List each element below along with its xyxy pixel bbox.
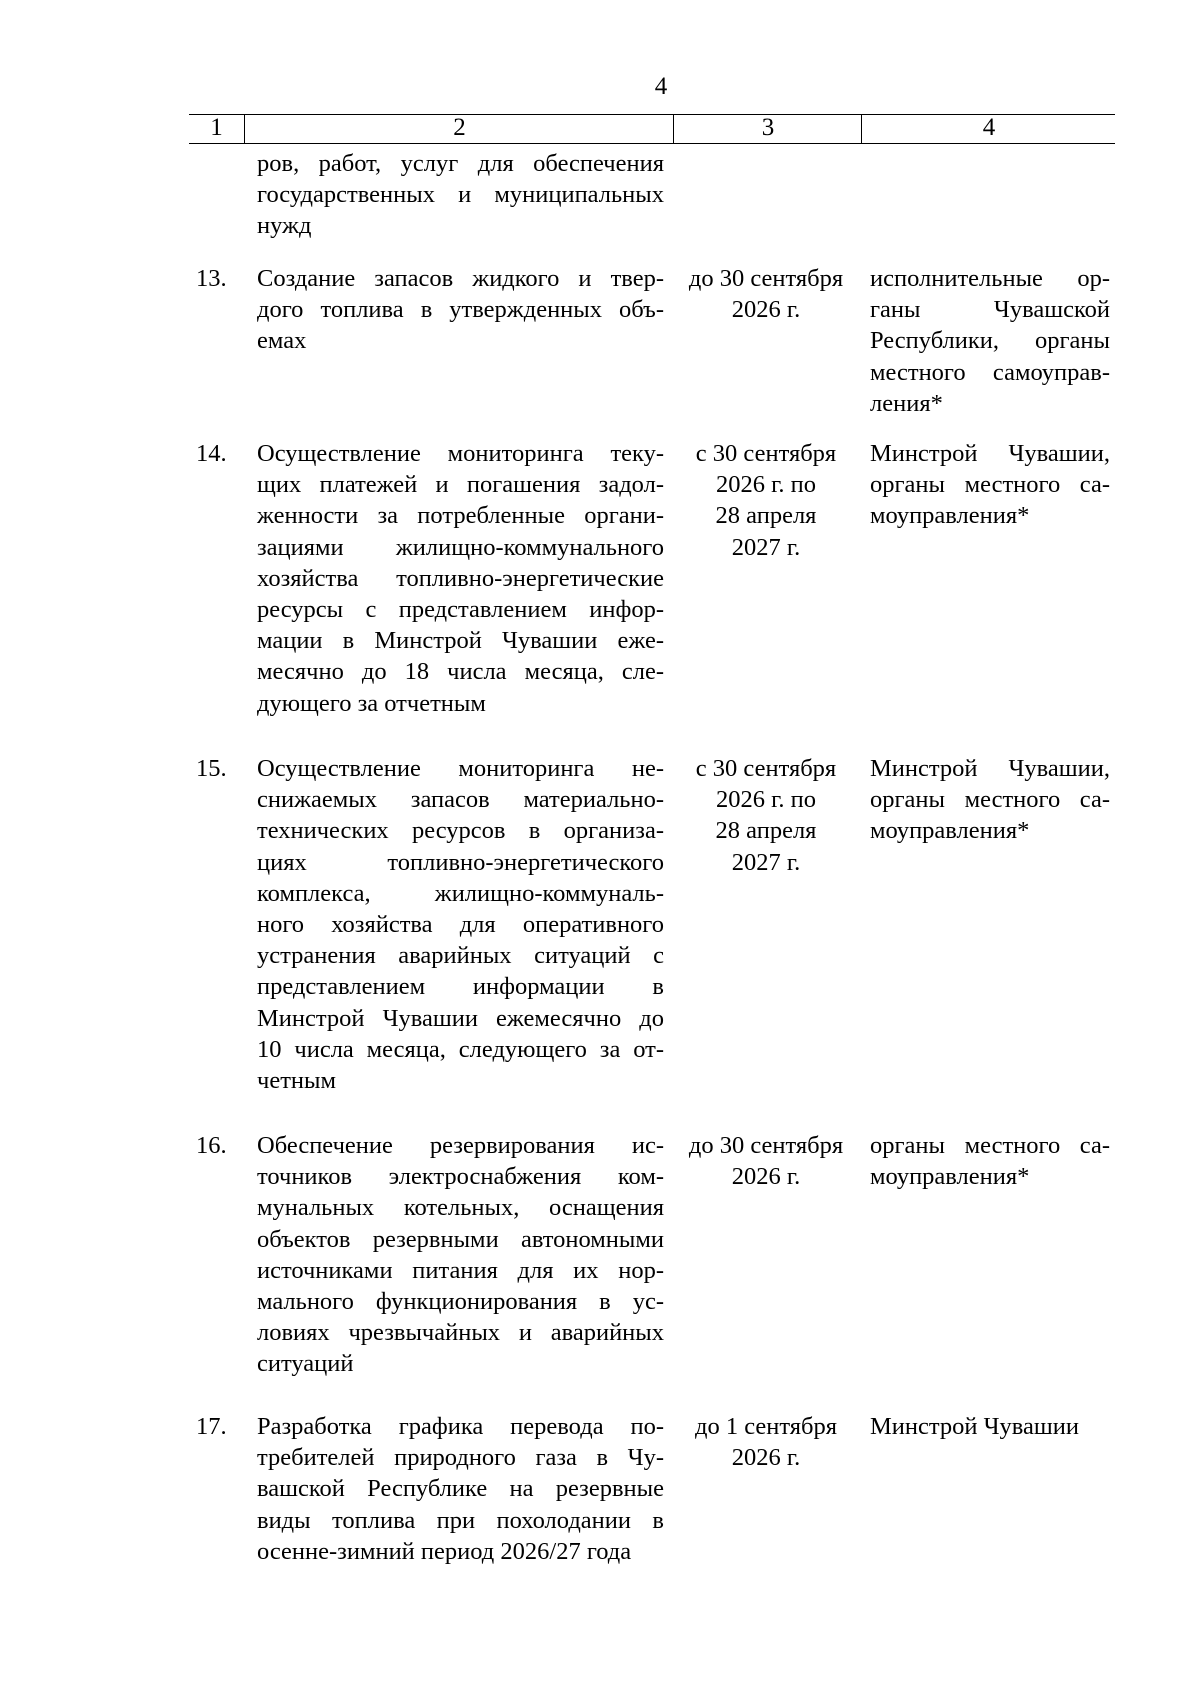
text-line: ров, работ, услуг для обеспечения bbox=[257, 150, 664, 177]
row-responsible bbox=[870, 263, 1110, 419]
text-line: Осуществление мониторинга не- bbox=[257, 755, 664, 782]
text-line: 28 апреля bbox=[715, 502, 817, 530]
row-responsible bbox=[870, 1130, 1110, 1192]
text-line: мунальных котельных, оснащения bbox=[257, 1194, 664, 1222]
row-deadline bbox=[680, 1130, 852, 1192]
text-line: ганы Чувашской bbox=[870, 296, 1110, 324]
text-line: органы местного са- bbox=[870, 1132, 1110, 1159]
text-line: зациями жилищно-коммунального bbox=[257, 533, 664, 561]
text-line: женности за потребленные органи- bbox=[257, 502, 664, 530]
row-number: 15. bbox=[196, 755, 227, 782]
text-line: нужд bbox=[257, 212, 312, 240]
text-line: до 1 сентября bbox=[694, 1413, 837, 1440]
text-line: ления* bbox=[870, 389, 943, 417]
row-number: 13. bbox=[196, 265, 227, 292]
row-responsible bbox=[870, 1411, 1110, 1442]
text-line: с 30 сентября bbox=[695, 440, 837, 467]
row-description bbox=[257, 438, 664, 719]
text-line: ресурсы с представлением инфор- bbox=[257, 595, 664, 623]
text-line: с 30 сентября bbox=[695, 755, 837, 782]
text-line: виды топлива при похолодании в bbox=[257, 1506, 664, 1534]
text-line: 2027 г. bbox=[731, 533, 801, 561]
continuation-description bbox=[257, 148, 664, 242]
text-line: 2026 г. bbox=[731, 1444, 801, 1472]
text-line: Обеспечение резервирования ис- bbox=[257, 1132, 664, 1159]
text-line: источниками питания для их нор- bbox=[257, 1256, 664, 1284]
text-line: вашской Республике на резервные bbox=[257, 1475, 664, 1503]
header-col-1: 1 bbox=[210, 114, 223, 141]
text-line: устранения аварийных ситуаций с bbox=[257, 942, 664, 970]
text-line: 2026 г. по bbox=[715, 786, 817, 814]
row-number: 14. bbox=[196, 440, 227, 467]
row-description bbox=[257, 753, 664, 1096]
text-line: требителей природного газа в Чу- bbox=[257, 1444, 664, 1472]
text-line: комплекса, жилищно-коммуналь- bbox=[257, 879, 664, 907]
row-number: 17. bbox=[196, 1413, 227, 1440]
text-line: емах bbox=[257, 327, 307, 355]
text-line: до 30 сентября bbox=[688, 265, 844, 292]
text-line: Республики, органы bbox=[870, 327, 1110, 355]
text-line: ного хозяйства для оперативного bbox=[257, 910, 664, 938]
row-description bbox=[257, 1130, 664, 1380]
page-number: 4 bbox=[654, 73, 668, 100]
text-line: технических ресурсов в организа- bbox=[257, 817, 664, 845]
text-line: органы местного са- bbox=[870, 786, 1110, 814]
text-line: исполнительные ор- bbox=[870, 265, 1110, 292]
text-line: Разработка графика перевода по- bbox=[257, 1413, 664, 1440]
text-line: дующего за отчетным bbox=[257, 689, 486, 717]
row-responsible bbox=[870, 753, 1110, 847]
text-line: мального функционирования в ус- bbox=[257, 1287, 664, 1315]
text-line: Минстрой Чувашии, bbox=[870, 440, 1110, 467]
text-line: четным bbox=[257, 1066, 336, 1094]
text-line: 2026 г. по bbox=[715, 471, 817, 499]
text-line: представлением информации в bbox=[257, 973, 664, 1001]
text-line: осенне-зимний период 2026/27 года bbox=[257, 1537, 632, 1565]
text-line: до 30 сентября bbox=[688, 1132, 844, 1159]
text-line: объектов резервными автономными bbox=[257, 1225, 664, 1253]
text-line: 28 апреля bbox=[715, 817, 817, 845]
header-col-2: 2 bbox=[244, 115, 674, 143]
text-line: Осуществление мониторинга теку- bbox=[257, 440, 664, 467]
row-deadline bbox=[680, 1411, 852, 1473]
text-line: государственных и муниципальных bbox=[257, 181, 664, 209]
text-line: Минстрой Чувашии, bbox=[870, 755, 1110, 782]
text-line: 2026 г. bbox=[731, 296, 801, 324]
text-line: местного самоуправ- bbox=[870, 358, 1110, 386]
text-line: моуправления* bbox=[870, 502, 1030, 530]
text-line: точников электроснабжения ком- bbox=[257, 1163, 664, 1191]
text-line: Минстрой Чувашии bbox=[870, 1413, 1080, 1440]
text-line: снижаемых запасов материально- bbox=[257, 786, 664, 814]
text-line: 2027 г. bbox=[731, 848, 801, 876]
header-col-3: 3 bbox=[673, 115, 862, 143]
row-deadline bbox=[680, 263, 852, 325]
text-line: ситуаций bbox=[257, 1350, 354, 1378]
text-line: 10 числа месяца, следующего за от- bbox=[257, 1035, 664, 1063]
text-line: моуправления* bbox=[870, 817, 1030, 845]
row-deadline bbox=[680, 438, 852, 563]
text-line: щих платежей и погашения задол- bbox=[257, 471, 664, 499]
text-line: хозяйства топливно-энергетические bbox=[257, 564, 664, 592]
text-line: ловиях чрезвычайных и аварийных bbox=[257, 1319, 664, 1347]
text-line: моуправления* bbox=[870, 1163, 1030, 1191]
text-line: Минстрой Чувашии ежемесячно до bbox=[257, 1004, 664, 1032]
row-description bbox=[257, 1411, 664, 1567]
row-responsible bbox=[870, 438, 1110, 532]
row-number: 16. bbox=[196, 1132, 227, 1159]
text-line: месячно до 18 числа месяца, сле- bbox=[257, 658, 664, 686]
text-line: органы местного са- bbox=[870, 471, 1110, 499]
text-line: Создание запасов жидкого и твер- bbox=[257, 265, 664, 292]
text-line: дого топлива в утвержденных объ- bbox=[257, 296, 664, 324]
table-header-row bbox=[189, 114, 1115, 144]
header-col-4: 4 bbox=[861, 115, 1116, 143]
text-line: циях топливно-энергетического bbox=[257, 848, 664, 876]
text-line: мации в Минстрой Чувашии еже- bbox=[257, 627, 664, 655]
row-deadline bbox=[680, 753, 852, 878]
text-line: 2026 г. bbox=[731, 1163, 801, 1191]
row-description bbox=[257, 263, 664, 357]
